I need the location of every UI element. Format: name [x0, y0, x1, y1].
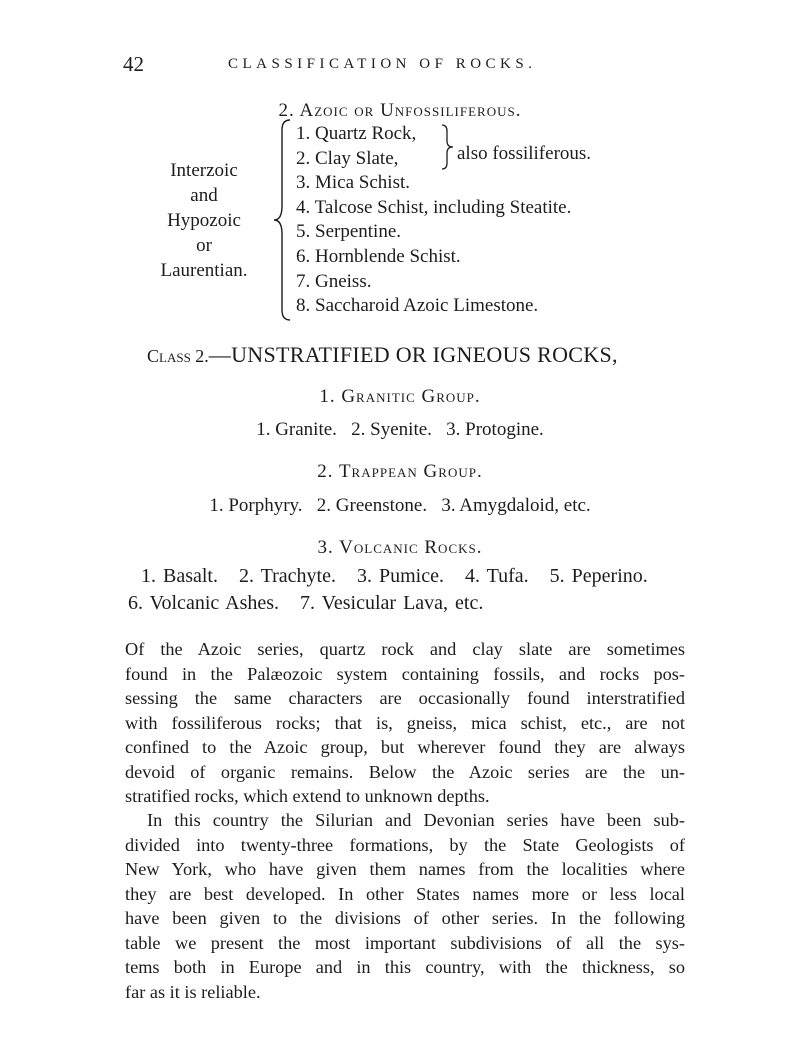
list-item: 1. Quartz Rock, — [296, 123, 417, 144]
paragraph-line: tems both in Europe and in this country, with the thickness, so — [125, 957, 685, 977]
list-item: 5. Serpentine. — [296, 221, 402, 243]
granitic-group-heading: 1. Granitic Group. — [319, 386, 481, 407]
group-label-line: or — [196, 235, 212, 256]
paragraph-line: far as it is reliable. — [125, 981, 261, 1002]
fossiliferous-note: also fossiliferous. — [457, 143, 592, 164]
paragraph-line: New York, who have given them names from the localities where — [125, 859, 685, 879]
class2-heading — [147, 342, 618, 368]
paragraph-line: In this country the Silurian and Devonian series have been sub- — [147, 810, 685, 830]
volcanic-rocks-line1: 1. Basalt. 2. Trachyte. 3. Pumice. 4. Tufa. 5. Peperino. — [141, 565, 648, 587]
group-label-line: and — [190, 185, 218, 206]
paragraph-line: confined to the Azoic group, but wherever found they are always — [125, 737, 685, 757]
volcanic-rocks-heading: 3. Volcanic Rocks. — [317, 537, 483, 558]
volcanic-rocks-line2: 6. Volcanic Ashes. 7. Vesicular Lava, etc. — [128, 592, 484, 614]
trappean-group-heading: 2. Trappean Group. — [317, 461, 483, 482]
granitic-group-items: 1. Granite. 2. Syenite. 3. Protogine. — [256, 419, 544, 440]
left-brace — [270, 118, 294, 322]
page-number: 42 — [123, 52, 144, 76]
group-label-line: Interzoic — [170, 160, 238, 181]
paragraph-line: sessing the same characters are occasionally found interstratified — [125, 688, 685, 708]
paragraph-line: they are best developed. In other States names more or less local — [125, 883, 685, 904]
azoic-group-label — [150, 158, 258, 283]
paragraph-line: devoid of organic remains. Below the Azoic series are the un- — [125, 761, 685, 782]
paragraph-silurian-devonian — [125, 808, 685, 1004]
paragraph-line: Of the Azoic series, quartz rock and clay slate are sometimes — [125, 639, 685, 659]
list-item: 4. Talcose Schist, including Steatite. — [296, 196, 572, 218]
list-item: 6. Hornblende Schist. — [296, 245, 461, 267]
list-item: 2. Clay Slate, — [296, 147, 399, 169]
list-item: 7. Gneiss. — [296, 270, 372, 292]
group-label-line: Hypozoic — [167, 210, 241, 231]
class2-prefix: Class 2. — [147, 346, 209, 366]
group-label-line: Laurentian. — [160, 260, 248, 281]
list-item: 8. Saccharoid Azoic Limestone. — [296, 295, 539, 317]
paragraph-line: table we present the most important subdivisions of all the sys- — [125, 932, 685, 953]
class2-title: —UNSTRATIFIED OR IGNEOUS ROCKS, — [208, 342, 618, 367]
running-title: CLASSIFICATION OF ROCKS. — [228, 56, 537, 72]
paragraph-line: found in the Palæozoic system containing fossils, and rocks pos- — [125, 663, 685, 684]
list-item: 3. Mica Schist. — [296, 172, 410, 194]
paragraph-azoic-series — [125, 637, 685, 809]
paragraph-line: stratified rocks, which extend to unknown depths. — [125, 786, 490, 806]
paragraph-line: have been given to the divisions of other series. In the following — [125, 908, 685, 928]
trappean-group-items: 1. Porphyry. 2. Greenstone. 3. Amygdaloid, etc. — [209, 495, 591, 516]
paragraph-line: divided into twenty-three formations, by the State Geologists of — [125, 834, 685, 855]
right-brace — [440, 122, 456, 172]
paragraph-line: with fossiliferous rocks; that is, gneiss, mica schist, etc., are not — [125, 712, 685, 733]
azoic-section-heading: 2. Azoic or Unfossiliferous. — [278, 100, 522, 121]
